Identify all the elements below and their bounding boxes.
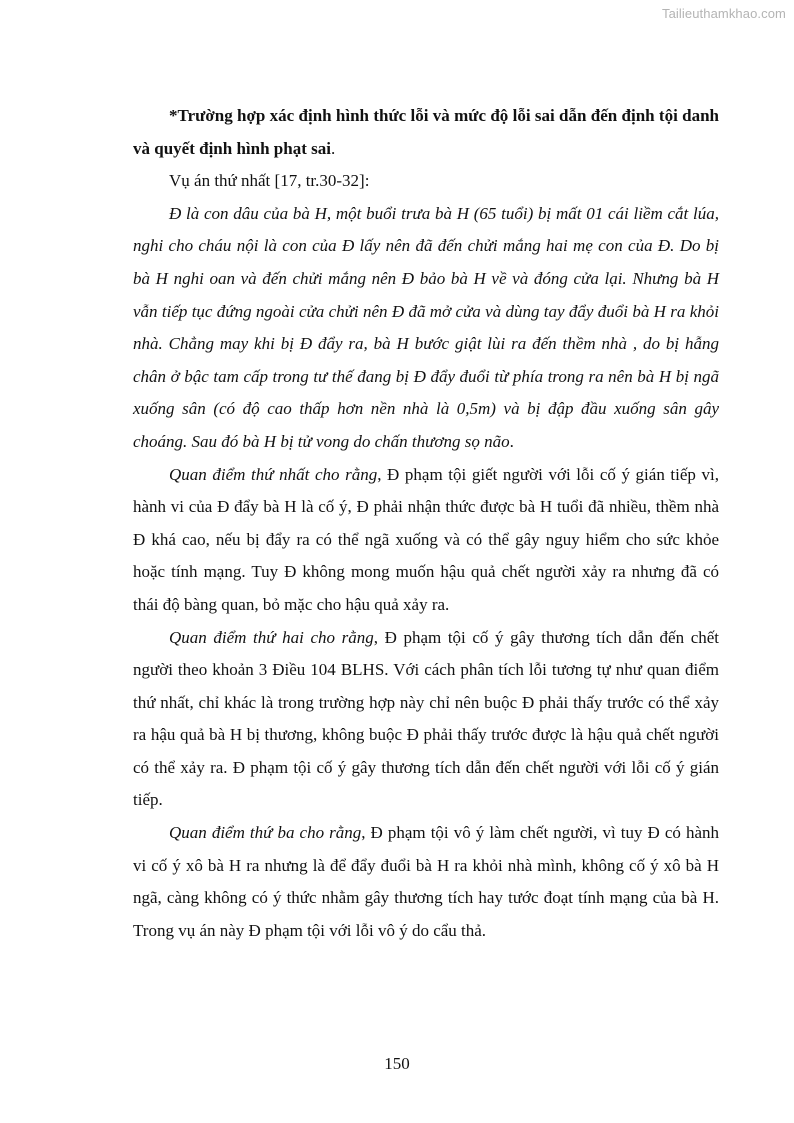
case-description-period: . [509,431,514,451]
view-2-lead: Quan điểm thứ hai cho rằng [169,627,374,647]
view-3-body: , Đ phạm tội vô ý làm chết người, vì tuy Đ có hành vi cố ý xô bà H ra nhưng là để đẩy đuổi bà H ra khỏi nhà mình, không cố ý xô bà H ngã, càng không có ý thức nhằm gây thương tích hay tước đoạt tính mạng của bà H. Trong vụ án này Đ phạm tội với lỗi vô ý do cẩu thả. [133,823,719,940]
case-description [133,198,719,459]
watermark: Tailieuthamkhao.com [661,6,786,21]
view-paragraph-3 [133,817,719,947]
document-body [133,100,719,947]
case-description-text: Đ là con dâu của bà H, một buổi trưa bà H (65 tuổi) bị mất 01 cái liềm cắt lúa, nghi cho cháu nội là con của Đ lấy nên đã đến chửi mắng hai mẹ con của Đ. Do bị bà H nghi oan và đến chửi mắng nên Đ bảo bà H về và đóng cửa lại. Nhưng bà H vẫn tiếp tục đứng ngoài cửa chửi nên Đ đã mở cửa và dùng tay đẩy đuổi bà H ra khỏi nhà. Chẳng may khi bị Đ đẩy ra, bà H bước giật lùi ra đến thềm nhà , do bị hẫng chân ở bậc tam cấp trong tư thế đang bị Đ đẩy đuổi từ phía trong ra nên bà H bị ngã xuống sân (có độ cao thấp hơn nền nhà là 0,5m) và bị đập đầu xuống sân gây choáng. Sau đó bà H bị tử vong do chấn thương sọ não [133,203,719,451]
view-3-lead: Quan điểm thứ ba cho rằng [169,823,362,843]
section-heading-text: *Trường hợp xác định hình thức lỗi và mức độ lỗi sai dẫn đến định tội danh và quyết định hình phạt sai [133,106,719,158]
view-1-body: , Đ phạm tội giết người với lỗi cố ý gián tiếp vì, hành vi của Đ đẩy bà H là cố ý, Đ phải nhận thức được bà H tuổi đã nhiều, thềm nhà Đ khá cao, nếu bị đẩy ra có thể ngã xuống và có thể gây nguy hiểm cho sức khỏe hoặc tính mạng. Tuy Đ không mong muốn hậu quả chết người xảy ra nhưng đã có thái độ bàng quan, bỏ mặc cho hậu quả xảy ra. [133,464,719,614]
view-2-body: , Đ phạm tội cố ý gây thương tích dẫn đến chết người theo khoản 3 Điều 104 BLHS. Với cách phân tích lỗi tương tự như quan điểm thứ nhất, chỉ khác là trong trường hợp này chỉ nên buộc Đ phải thấy trước có thể xảy ra hậu quả bà H bị thương, không buộc Đ phải thấy trước được là hậu quả chết người có thể xảy ra. Đ phạm tội cố ý gây thương tích dẫn đến chết người với lỗi cố ý gián tiếp. [133,627,720,810]
page-number: 150 [384,1054,410,1073]
section-heading-period: . [330,138,336,158]
section-heading [133,100,719,165]
view-paragraph-1 [133,459,719,622]
view-1-lead: Quan điểm thứ nhất cho rằng [169,464,378,484]
case-intro: Vụ án thứ nhất [17, tr.30-32]: [169,171,370,191]
view-paragraph-2 [133,622,719,818]
